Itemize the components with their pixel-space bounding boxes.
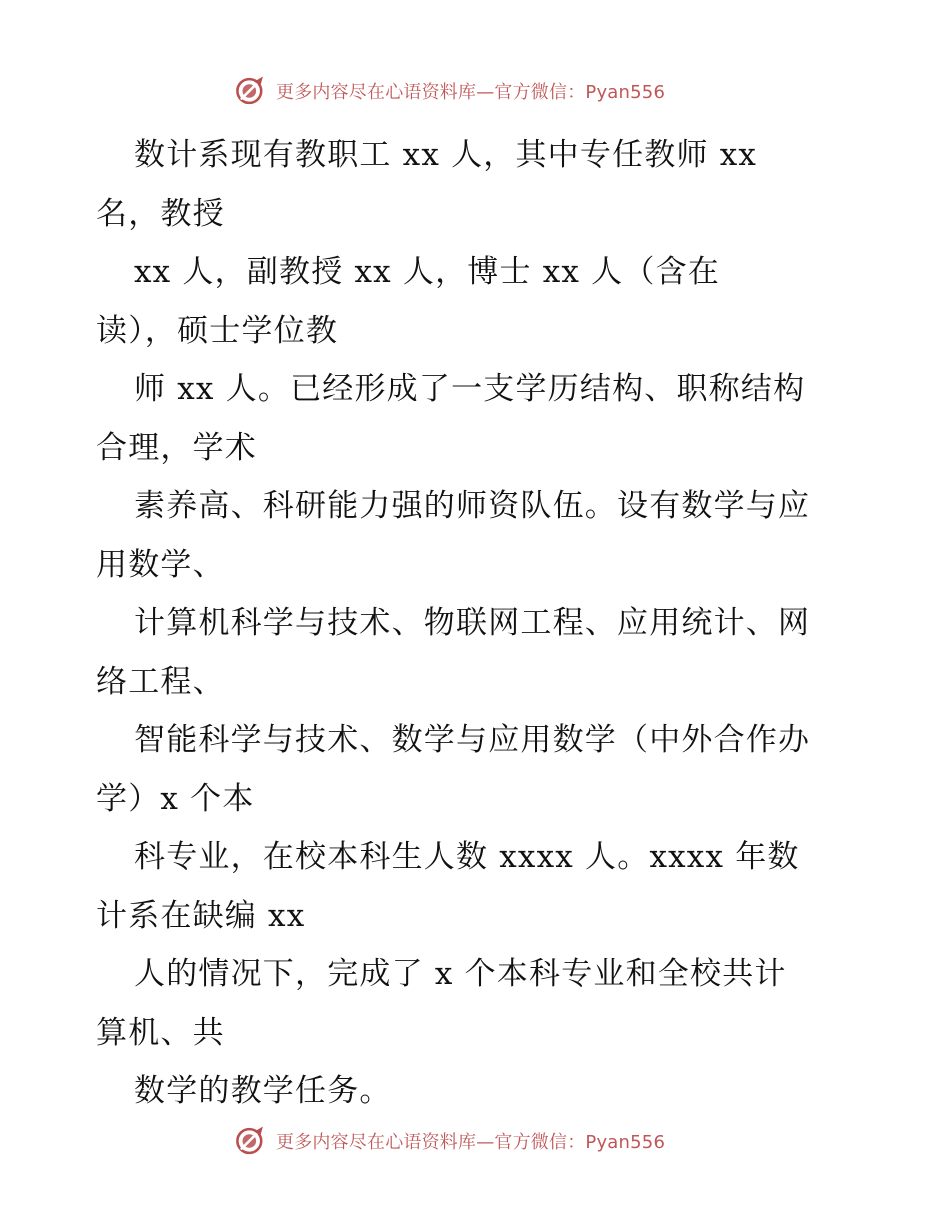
text-line-4: 读），硕士学位教	[96, 312, 339, 349]
red-seal-pen-icon	[234, 74, 268, 108]
text-line-3: xx 人，副教授 xx 人，博士 xx 人（含在	[134, 254, 720, 290]
text-line-11: 智能科学与技术、数学与应用数学（中外合作办	[134, 722, 811, 758]
text-line-14: 计系在缺编 xx	[96, 897, 306, 934]
text-line-13: 科专业，在校本科生人数 xxxx 人。xxxx 年数	[134, 839, 800, 875]
text-line-9: 计算机科学与技术、物联网工程、应用统计、网	[134, 605, 811, 641]
text-line-6: 合理，学术	[96, 429, 257, 466]
text-line-10: 络工程、	[96, 663, 225, 700]
text-line-2: 名，教授	[96, 195, 225, 232]
document-body	[96, 126, 856, 1121]
header-watermark	[234, 74, 754, 108]
text-line-8: 用数学、	[96, 546, 225, 583]
text-line-17: 数学的教学任务。	[134, 1073, 392, 1109]
red-seal-pen-icon	[234, 1124, 268, 1158]
watermark-text: 更多内容尽在心语资料库—官方微信：Pyan556	[276, 82, 666, 103]
text-line-15: 人的情况下，完成了 x 个本科专业和全校共计	[134, 956, 787, 992]
text-line-7: 素养高、科研能力强的师资队伍。设有数学与应	[134, 488, 811, 524]
text-line-16: 算机、共	[96, 1014, 225, 1051]
watermark-text: 更多内容尽在心语资料库—官方微信：Pyan556	[276, 1132, 666, 1153]
text-line-5: 师 xx 人。已经形成了一支学历结构、职称结构	[134, 371, 806, 407]
footer-watermark	[234, 1124, 754, 1158]
text-line-12: 学）x 个本	[96, 780, 255, 817]
text-line-1: 数计系现有教职工 xx 人，其中专任教师 xx	[134, 137, 758, 173]
